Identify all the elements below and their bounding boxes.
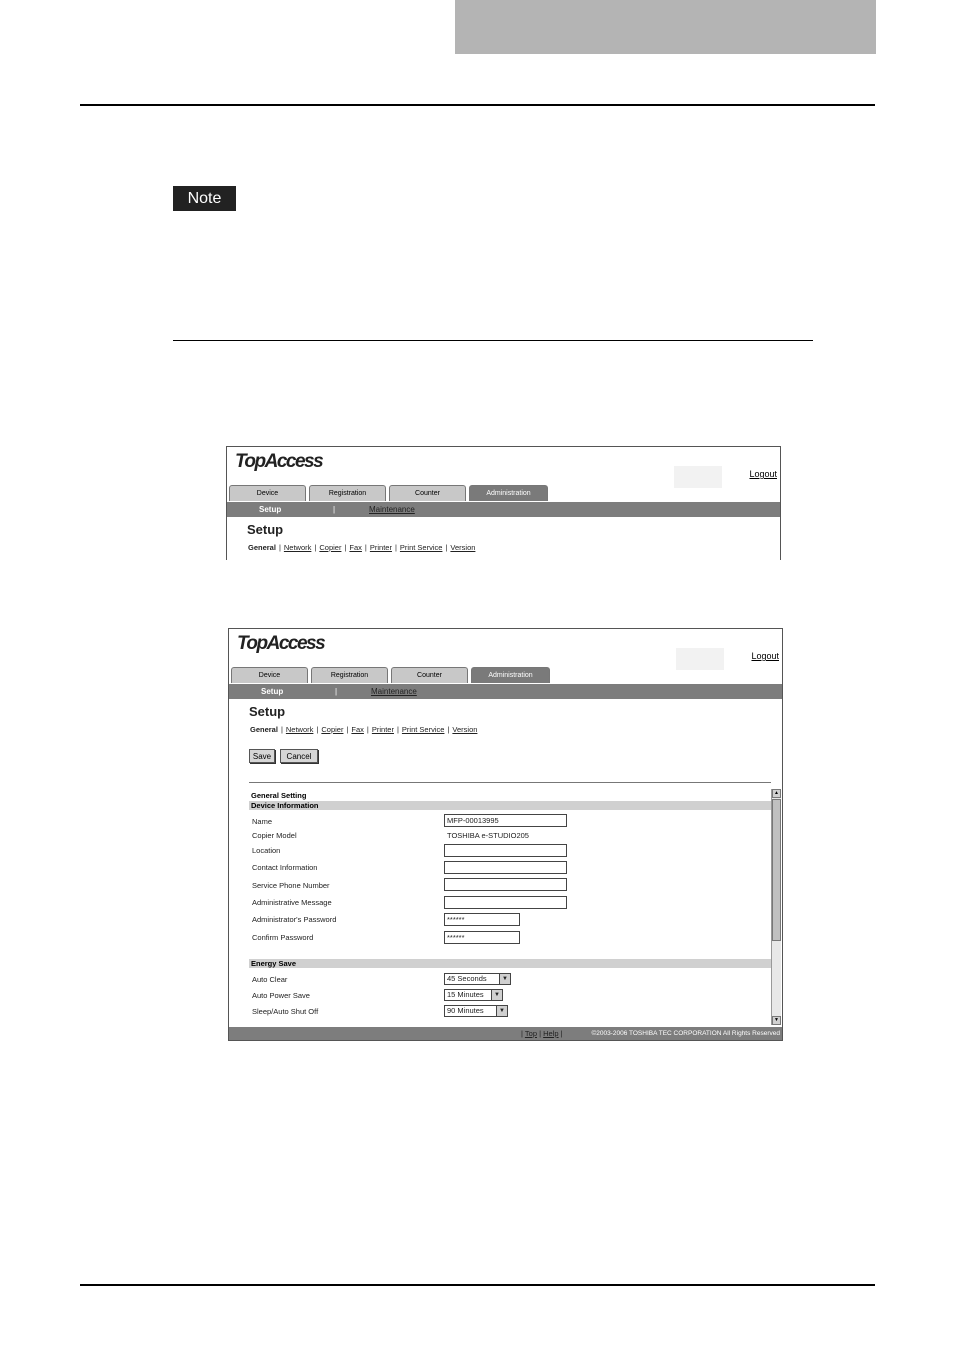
tab-administration[interactable]: Administration [471,667,550,683]
subnav-print-service[interactable]: Print Service [399,543,443,552]
service-phone-label: Service Phone Number [252,881,330,890]
settings-scroll-area [249,789,782,1025]
contact-information-input[interactable] [444,861,567,874]
location-input[interactable] [444,844,567,857]
name-label: Name [252,817,273,826]
subnav-network[interactable]: Network [285,725,314,734]
auto-power-save-select[interactable]: 15 Minutes ▼ [444,989,503,1001]
note-badge: Note [173,186,236,211]
footer-top-link[interactable]: Top [524,1029,537,1038]
tab-device[interactable]: Device [229,485,306,501]
sleep-auto-shut-off-select[interactable]: 90 Minutes ▼ [444,1005,508,1017]
scroll-up-icon[interactable]: ▲ [772,789,781,798]
subnav-printer[interactable]: Printer [369,543,392,552]
section-rule [173,340,813,341]
energy-save-header: Energy Save [249,959,771,968]
confirm-password-label: Confirm Password [252,933,314,942]
subnav-fax[interactable]: Fax [351,725,364,734]
tab-counter[interactable]: Counter [389,485,466,501]
footer-links: | Top | Help | [521,1029,563,1038]
dropdown-arrow-icon[interactable]: ▼ [491,990,502,1000]
subnav-version[interactable]: Version [452,725,478,734]
subnav-general[interactable]: General [248,543,276,552]
tab-registration[interactable]: Registration [309,485,386,501]
service-phone-input[interactable] [444,878,567,891]
subnav-print-service[interactable]: Print Service [401,725,445,734]
page-title: Setup [247,522,284,537]
topaccess-logo: TopAccess [235,451,323,472]
logout-link[interactable]: Logout [751,651,779,661]
auto-clear-label: Auto Clear [252,975,288,984]
administrative-message-input[interactable] [444,896,567,909]
footer-help-link[interactable]: Help [543,1029,559,1038]
main-tabs [231,667,553,684]
bottom-rule [80,1284,875,1286]
status-box [676,648,724,670]
top-rule [80,104,875,106]
auto-clear-select[interactable]: 45 Seconds ▼ [444,973,511,985]
header-bar [455,0,876,54]
subnav-copier[interactable]: Copier [321,725,344,734]
sleep-auto-shut-off-label: Sleep/Auto Shut Off [252,1007,319,1016]
location-label: Location [252,846,281,855]
copier-model-value: TOSHIBA e-STUDIO205 [447,831,529,840]
setup-subnav: General | Network | Copier | Fax | Printer | Print Service | Version [250,725,478,734]
administrator-password-input[interactable]: ****** [444,913,520,926]
status-box [674,466,722,488]
contact-information-label: Contact Information [252,863,318,872]
form-divider [249,782,771,783]
copier-model-label: Copier Model [252,831,297,840]
tab-counter[interactable]: Counter [391,667,468,683]
footer-bar [229,1027,782,1040]
tab-registration[interactable]: Registration [311,667,388,683]
scroll-down-icon[interactable]: ▼ [772,1016,781,1025]
dropdown-arrow-icon[interactable]: ▼ [496,1006,507,1016]
setup-subnav: General | Network | Copier | Fax | Printer | Print Service | Version [248,543,476,552]
subnav-fax[interactable]: Fax [349,543,362,552]
tab-device[interactable]: Device [231,667,308,683]
tab-administration[interactable]: Administration [469,485,548,501]
subnav-general[interactable]: General [250,725,278,734]
screenshot-general-setting [228,628,783,1041]
subnav-printer[interactable]: Printer [371,725,394,734]
copyright-text: ©2003-2006 TOSHIBA TEC CORPORATION All Rights Reserved [591,1030,780,1037]
scroll-thumb[interactable] [772,799,781,941]
administrator-password-label: Administrator's Password [252,915,337,924]
sub-menu-maintenance[interactable]: Maintenance [369,505,415,514]
confirm-password-input[interactable]: ****** [444,931,520,944]
subnav-network[interactable]: Network [283,543,312,552]
sub-menu-setup[interactable]: Setup [261,687,284,696]
sub-menu-separator: | [335,687,338,696]
topaccess-logo: TopAccess [237,633,325,654]
sub-menu-separator: | [333,505,336,514]
sub-menu-bar [229,684,782,699]
name-input[interactable]: MFP-00013995 [444,814,567,827]
screenshot-setup-header [226,446,781,560]
sub-menu-bar [227,502,780,517]
sub-menu-setup[interactable]: Setup [259,505,282,514]
dropdown-arrow-icon[interactable]: ▼ [499,974,510,984]
vertical-scrollbar[interactable] [771,789,781,1025]
main-tabs [229,485,551,502]
general-setting-title: General Setting [251,791,307,800]
page-title: Setup [249,704,286,719]
device-information-header: Device Information [249,801,771,810]
sub-menu-maintenance[interactable]: Maintenance [371,687,417,696]
auto-power-save-label: Auto Power Save [252,991,310,1000]
administrative-message-label: Administrative Message [252,898,332,907]
subnav-version[interactable]: Version [450,543,476,552]
save-button[interactable]: Save [249,749,275,763]
logout-link[interactable]: Logout [749,469,777,479]
cancel-button[interactable]: Cancel [280,749,318,763]
subnav-copier[interactable]: Copier [319,543,342,552]
